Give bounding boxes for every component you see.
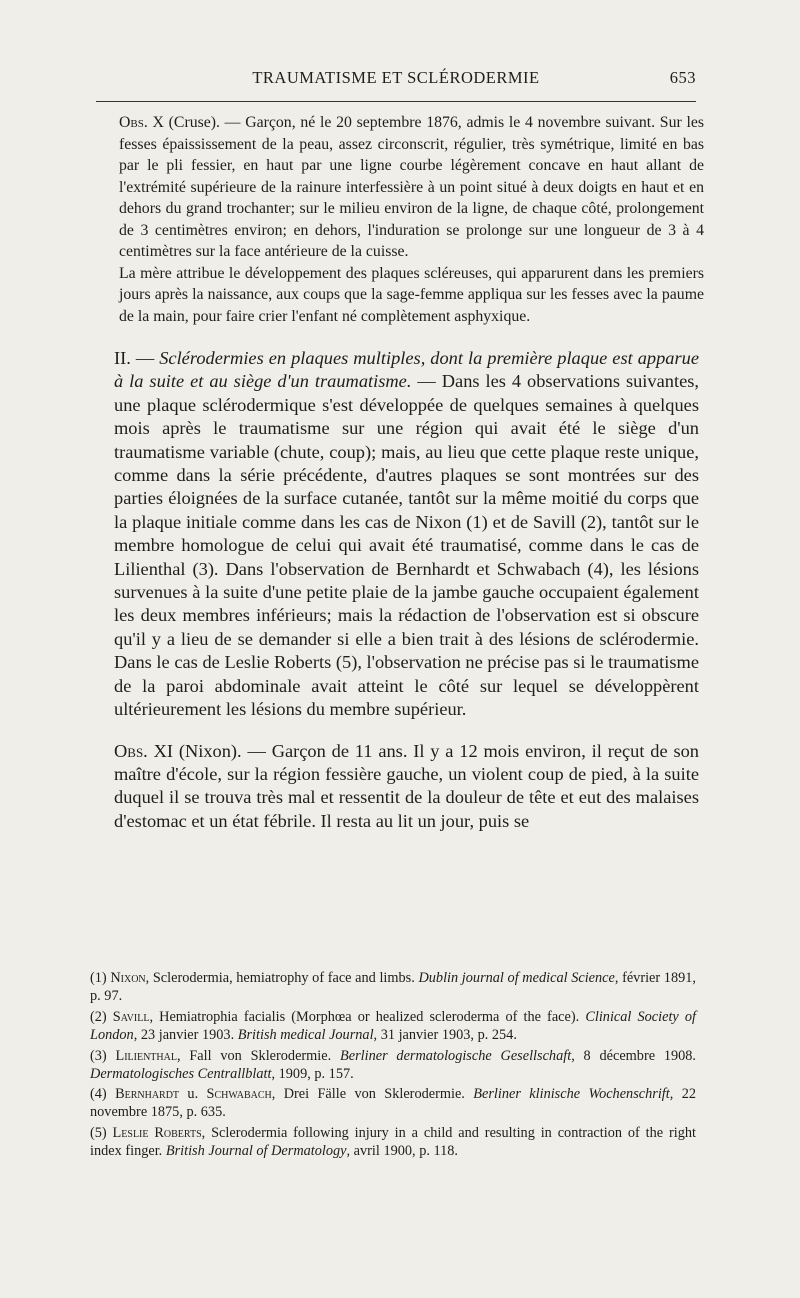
obs-xi-source: (Nixon). —: [173, 740, 272, 761]
running-title: TRAUMATISME ET SCLÉRODERMIE: [252, 68, 540, 87]
footnote-text: , Sclerodermia following injury in a child and resulting in contraction of the right index finger.: [90, 1125, 696, 1160]
footnote-rest: , 22 novembre 1875, p. 635.: [90, 1086, 697, 1121]
footnote-text: , Hemiatrophia facialis (Morphœa or healized scleroderma of the face).: [149, 1008, 586, 1025]
main-text: [114, 112, 704, 833]
footnote-journal: Clinical Society of London: [90, 1008, 697, 1043]
obs-xi-label: Obs. XI: [114, 740, 174, 761]
footnote-journal: Berliner dermatologische Gesellschaft: [339, 1047, 572, 1064]
header-rule: [96, 101, 696, 102]
spacer: [114, 327, 699, 347]
footnote-journal: Dublin journal of medical Science: [418, 970, 615, 986]
spacer: [114, 722, 699, 740]
footnote-author: Nixon: [110, 970, 146, 986]
footnote-rest: , 1909, p. 157.: [271, 1065, 354, 1082]
obs-x-source: (Cruse). —: [163, 114, 246, 131]
obs-xi-text: Garçon de 11 ans. Il y a 12 mois environ, il reçut de son maître d'école, sur la région fessière gauche, un violent coup de pied, à la suite duquel il se trouva très mal et ressentit de la douleur de tête et eut des malaises d'estomac et un état fébrile. Il resta au lit un jour, puis se: [114, 740, 699, 831]
footnote: [90, 1048, 696, 1084]
footnote: [90, 1009, 696, 1045]
footnote: [90, 1086, 696, 1122]
footnote-mid: , 23 janvier 1903.: [133, 1026, 238, 1043]
footnote-number: (2): [90, 1008, 113, 1025]
footnote-rest: , avril 1900, p. 118.: [346, 1143, 458, 1160]
section-ii-text: — Dans les 4 observations suivantes, une plaque sclérodermique s'est développée de quelques semaines à quelques mois après le traumatisme sur une région qui avait été le siège d'un traumatisme variable (chute, coup); mais, au lieu que cette plaque reste unique, comme dans la série précédente, d'autres plaques se sont montrées sur des parties éloignées de la surface cutanée, tantôt sur la même moitié du corps que la plaque initiale comme dans les cas de Nixon (1) et de Savill (2), tantôt sur le membre homologue de celui qui avait été traumatisé, comme dans le cas de Lilienthal (3). Dans l'observation de Bernhardt et Schwabach (4), les lésions survenues à la suite d'une petite plaie de la jambe gauche occupaient également les deux membres inférieurs; mais la rédaction de l'observation est si obscure qu'il y a lieu de se demander si elle a bien trait à des lésions de sclérodermie. Dans le cas de Leslie Roberts (5), l'observation ne précise pas si le traumatisme de la paroi abdominale avait atteint le côté sur lequel se développèrent ultérieurement les lésions du membre supérieur.: [114, 371, 699, 720]
footnote-author: Lilienthal: [115, 1047, 177, 1064]
obs-x-text: Garçon, né le 20 septembre 1876, admis le 4 novembre suivant. Sur les fesses épaississement de la peau, assez circonscrit, régulier, très symétrique, limité en bas par le pli fessier, en haut par une ligne courbe légèrement concave en haut allant de l'extrémité supérieure de la rainure interfessière à un point situé à deux doigts en haut et en dehors du grand trochanter; sur le milieu environ de la ligne, de chaque côté, prolongement de 3 centimètres environ; en dehors, l'induration se prolonge sur une longueur de 3 à 4 centimètres sur la face antérieure de la cuisse.: [119, 114, 704, 260]
section-numeral: II. —: [114, 348, 160, 368]
obs-x-label: Obs. X: [119, 114, 164, 131]
footnote-number: (3): [90, 1047, 116, 1064]
footnote-journal-2: Dermatologisches Centrallblatt: [90, 1065, 272, 1082]
obs-x-paragraph: [119, 112, 704, 263]
obs-x-paragraph-2: La mère attribue le développement des plaques scléreuses, qui apparurent dans les premiers jours après la naissance, aux coups que la sage-femme appliqua sur les fesses avec la paume de la main, pour faire crier l'enfant né complètement asphyxique.: [119, 264, 704, 325]
footnote: [90, 1125, 696, 1161]
footnote-author: Leslie Roberts: [112, 1125, 202, 1142]
footnote-number: (1): [90, 970, 111, 986]
footnote-journal: British Journal of Dermatology: [165, 1143, 347, 1160]
footnote-rest: , 31 janvier 1903, p. 254.: [373, 1026, 517, 1043]
obs-xi-paragraph: [114, 740, 699, 834]
footnote-number: (4): [90, 1086, 116, 1103]
footnote-journal: Berliner klinische Wochenschrift: [473, 1086, 670, 1103]
footnote-text: , Sclerodermia, hemiatrophy of face and limbs.: [145, 970, 419, 986]
section-heading: Sclérodermies en plaques multiples, dont la première plaque est apparue à la suite et au siège d'un traumatisme.: [114, 348, 699, 392]
footnote-rest: , février 1891, p. 97.: [90, 970, 696, 1004]
footnote-text: , Fall von Sklerodermie.: [176, 1047, 340, 1064]
footnote-journal-2: British medical Journal: [237, 1026, 374, 1043]
footnotes: [90, 970, 696, 1164]
footnote-author-2: Schwabach: [206, 1086, 272, 1103]
footnote: [90, 970, 696, 1006]
section-ii-paragraph: [114, 347, 699, 722]
footnote-text-2: , Drei Fälle von Sklerodermie.: [271, 1086, 474, 1103]
footnote-number: (5): [90, 1125, 113, 1142]
page-number: 653: [669, 68, 696, 87]
running-header: [96, 68, 696, 94]
footnote-mid: , 8 décembre 1908.: [571, 1047, 697, 1064]
footnote-author: Bernhardt: [115, 1086, 180, 1103]
footnote-author: Savill: [112, 1008, 150, 1025]
footnote-text: u.: [179, 1086, 207, 1103]
